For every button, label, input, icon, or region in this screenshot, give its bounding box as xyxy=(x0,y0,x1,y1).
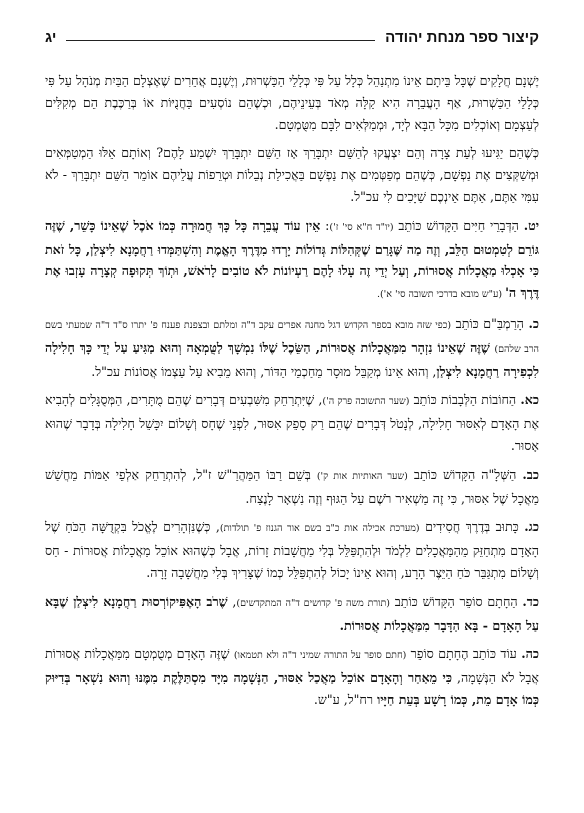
section-label: כג. xyxy=(524,519,539,535)
text: הַדְּבָרֵי חַיִּים הַקָּדוֹשׁ כּוֹתֵב xyxy=(393,217,524,233)
source-citation: (כפי שזה מובא בספר הקדוש דגל מחנה אפרים עקב ד"ה ומלתם ובצפנת פענח פ' יתרו ס"ד ד"ה שמעתי בשם הרב שלהם) xyxy=(45,319,539,355)
source-citation: (שער התשובה פרק ה') xyxy=(322,396,410,408)
source-citation: (יו"ד ח"א סי' ז') xyxy=(329,221,394,233)
text: כָּתוּב בְּדֶרֶךְ חֲסִידִים xyxy=(419,519,525,535)
paragraph-19 xyxy=(45,215,539,306)
text: , וְהוּא אֵינוֹ מְקַבֵּל מוּסָר מֵחַכְמֵי הַדּוֹר, וְהוּא מֵבִיא עַל עַצְמוֹ אֲסוֹנוֹת עכ"ל. xyxy=(91,363,437,379)
paragraph-22 xyxy=(45,464,539,510)
source-citation: (תורת משה פ' קדושים ד"ה המתקדשים) xyxy=(236,597,390,609)
section-label: כה. xyxy=(521,646,539,662)
paragraph-21 xyxy=(45,389,539,456)
emphasized-text: כִּי מֵאַחַר וְהָאָדָם אוֹכֵל מַאֲכַל אִסּוּר, הַנְּשָׁמָה מִיָּד מִסְתַּלֶּקֶת מִמֶּנּוּ וְהוּא נִשְׁאָר בְּדִיּוּק כְּמוֹ אָדָם מֵת, כְּמוֹ רָשָׁע בְּעֵת חַיָּיו xyxy=(45,670,539,707)
text: הַחוֹבוֹת הַלְּבָבוֹת כּוֹתֵב xyxy=(409,392,521,408)
page-number: יג xyxy=(45,29,57,46)
text: כְּשֶׁהֵם יַגִּיעוּ לְעֵת צָרָה וְהֵם יִצְעֲקוּ לְהַשֵּׁם יִתְבָּרַךְ אָז הַשֵּׁם יִתְבָּרַךְ יִשְׁמַע לָהֶם? וְאוֹתָם אֵלּוּ הַמְטַמְּאִים וּמְשַׁקְּצִים אֶת נַפְשָׁם, כְּשֶׁהֵם מְפַטְּמִים אֶת נַפְשָׁם בַּאֲכִילַת נְבֵלוֹת וּטְרֵפוֹת עֲלֵיהֶם אוֹמֵר הַשֵּׁם יִתְבָּרַךְ - לֹא עִמִּי אַתֶּם, אַתֶּם אֵינְכֶם שַׁיָּכִים לִי עכ"ל. xyxy=(45,145,539,204)
emphasized-text: אֵין עוֹד עֲבֵרָה כָּל כָּךְ חֲמוּרָה כְּמוֹ אֹכֶל שֶׁאֵינוֹ כָּשֵׁר, שֶׁזֶּה גּוֹרֵם לְטִמְטוּם הַלֵּב, וְזֶה מַה שֶּׁגָּרַם שֶׁקְּהִלּוֹת גְּדוֹלוֹת יָרְדוּ מִדֶּרֶךְ הָאֱמֶת וְהִשְׁתַּמְּדוּ רַחֲמָנָא לִיצְלַן, כָּל זֹאת כִּי אָכְלוּ מַאֲכָלוֹת אֲסוּרוֹת, וְעַל יְדֵי זֶה עָלוּ לָהֶם רַעְיוֹנוֹת לֹא טוֹבִים לָרֹאשׁ, וּתְוֹךְ תְּקוּפָה קְצָרָה עָזְבוּ אֶת דֶּרֶךְ ה' xyxy=(45,217,539,301)
paragraph-23 xyxy=(45,516,539,583)
text: יֶשְׁנָם חֲלָקִים שֶׁכָּל בֵּיתָם אֵינוֹ מִתְנַהֵל כְּלָל עַל פִּי כְּלָלֵי הַכַּשְׁרוּת, וְיֶשְׁנָם אֲחֵרִים שֶׁאֶצְלָם הַבַּיִת מְנֹהָל עַל פִּי כְּלָלֵי הַכַּשְׁרוּת, אַף הָעֲבֵרָה הִיא קַלָּה מְאֹד בְּעֵינֵיהֶם, וּכְשֶׁהֵם נוֹסְעִים בַּחֲנֻיּוֹת אוֹ בְּרַכֶּבֶת הֵם מְקִלִּים לְעַצְמָם וְאוֹכְלִים מִכָּל הַבָּא לְיָד, וּמְמַלְּאִים לִבָּם מִטֻּמְטָם. xyxy=(45,73,539,132)
text: : xyxy=(320,217,330,233)
source-citation: (ע"ש מובא בדרכי תשובה סי' א'). xyxy=(376,289,506,301)
text: שֶׁזֶּה הָאָדָם מְטֻמְטָם מִמַּאֲכָלוֹת אֲסוּרוֹת אֲבָל לֹא הַנְּשָׁמָה, xyxy=(45,646,539,686)
paragraph-25 xyxy=(45,643,539,710)
section-label: כד. xyxy=(522,593,539,609)
header-rule xyxy=(66,40,375,41)
section-label: כא. xyxy=(520,392,539,408)
paragraph xyxy=(45,142,539,207)
text: הַחָתָם סוֹפֵר הַקָּדוֹשׁ כּוֹתֵב xyxy=(389,593,523,609)
document-body xyxy=(45,70,539,711)
text: הָרַמְבַּ"ם כּוֹתֵב xyxy=(451,315,529,331)
section-label: יט. xyxy=(523,217,539,233)
text: , שֶׁיִּתְרַחֵק מִשִּׁבְעִים דְּבָרִים שֶׁהֵם מֻתָּרִים, הַמְּסֻגָּלִים לְהָבִיא אֶת הָאָדָם לְאִסּוּר חָלִילָה, לְנָטֹל דְּבָרִים שֶׁהֵם רַק סָפֵק אִסּוּר, לִפְנֵי שֶׁחָס וְשָׁלוֹם יִכָּשֵׁל חָלִילָה בְּדָבָר שֶׁהוּא אָסוּר. xyxy=(45,392,539,453)
paragraph-24 xyxy=(45,591,539,637)
paragraph xyxy=(45,70,539,135)
emphasized-text: שֶׁזֶּה שֶׁאֵינוֹ נִזְהָר מִמַּאֲכָלוֹת אֲסוּרוֹת, הַשֵּׂכֶל שֶׁלּוֹ נִמְשָׁךְ לַטֻּמְאָה וְהוּא מַגִּיעַ עַל יְדֵי כָּךְ חָלִילָה לִכְפִירָה רַחֲמָנָא לִיצְלַן xyxy=(45,339,539,379)
text: בְּשֵׁם רַבּוֹ הַמַּהֲרַ"שׁ ז"ל, לְהִתְרַחֵק אַלְפֵי אַמּוֹת מֵחֲשַׁשׁ מַאֲכָל שֶׁל אִסּוּר, כִּי זֶה מַשְׁאִיר רֹשֶׁם עַל הַגּוּף וְזֶה נִשְׁאָר לָנֶצַח. xyxy=(45,466,539,506)
source-citation: (שער האותיות אות ק') xyxy=(316,470,408,482)
text: עוֹד כּוֹתֵב הֶחָתָם סוֹפֵר xyxy=(406,646,522,662)
section-label: כב. xyxy=(522,466,539,482)
paragraph-20 xyxy=(45,313,539,382)
source-citation: (מערכת אכילה אות כ"ב בשם אור הגנוז פ' תולדות) xyxy=(219,523,420,535)
source-citation: (חתם סופר על התורה שמיני ד"ה ולא תטמאו) xyxy=(233,650,407,662)
section-label: כ. xyxy=(528,315,539,331)
page-header xyxy=(45,20,539,46)
text: הַשְּׁלָ"ה הַקָּדוֹשׁ כּוֹתֵב xyxy=(407,466,523,482)
running-title: קיצור ספר מנחת יהודה xyxy=(385,29,539,46)
emphasized-text: שֶׁרֹב הָאֶפִּיקוֹרְסוּת רַחֲמָנָא לִיצְלַן שֶׁבָּא עַל הָאָדָם - בָּא הַדָּבָר מִמַּאֲכָלוֹת אֲסוּרוֹת. xyxy=(45,593,539,633)
text: רח"ל, ע"ש. xyxy=(313,691,378,707)
text: , xyxy=(227,593,237,609)
text: , כְּשֶׁנִּזְהָרִים לֶאֱכֹל בִּקְדֻשָּׁה הַכֹּחַ שֶׁל הָאָדָם מִתְחַזֵּק מֵהַמַּאֲכָלִים לִלְמֹד וּלְהִתְפַּלֵּל בְּלִי מַחֲשָׁבוֹת זָרוֹת, אֲבָל כְּשֶׁהוּא אוֹכֵל מַאֲכָלוֹת אֲסוּרוֹת - חַס וְשָׁלוֹם מִתְגַּבֵּר כֹּחַ הַיֵּצֶר הָרָע, וְהוּא אֵינוֹ יָכוֹל לְהִתְפַּלֵּל כְּמוֹ שֶׁצָּרִיךְ בְּלִי מַחֲשָׁבָה זָרָה. xyxy=(45,519,539,580)
